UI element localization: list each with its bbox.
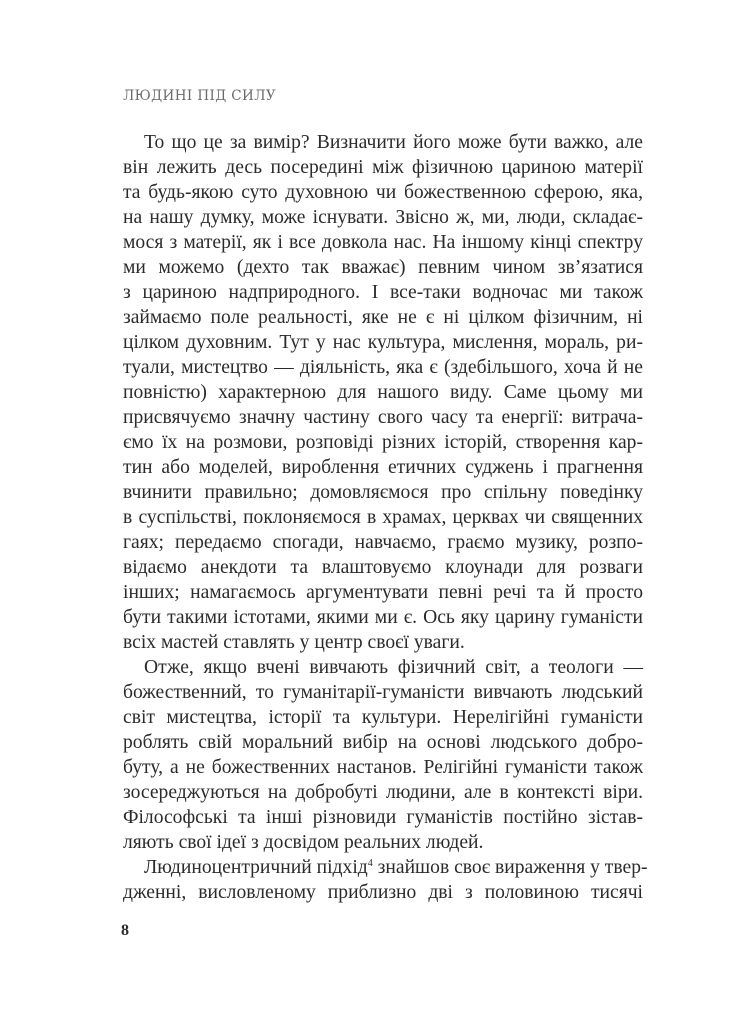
running-head: ЛЮДИНІ ПІД СИЛУ <box>123 88 277 104</box>
footnote-marker[interactable]: 4 <box>367 858 373 869</box>
text-line: То що це за вимір? Визначити його може бути важко, але <box>144 132 643 153</box>
text-line: присвячуємо значну частину свого часу та енергії: витрача- <box>123 407 643 428</box>
text-line: повністю) характерною для нашого виду. Саме цьому ми <box>123 382 643 403</box>
text-line: бути такими істотами, якими ми є. Ось яку царину гуманісти <box>123 607 643 628</box>
text-line: тин або моделей, вироблення етичних суджень і прагнення <box>123 457 643 478</box>
text-line: мося з матерії, як і все довкола нас. На іншому кінці спектру <box>123 232 643 253</box>
text-line: ляють свої ідеї з досвідом реальних людей. <box>123 832 484 853</box>
text-line: світ мистецтва, історії та культури. Нерелігійні гуманісти <box>123 707 643 728</box>
text-line-with-footnote <box>123 855 648 880</box>
text-line: цілком духовним. Тут у нас культура, мислення, мораль, ри- <box>123 332 643 353</box>
text-line: ми можемо (дехто так вважає) певним чином зв’язатися <box>123 257 643 278</box>
text-line: божественний, то гуманітарії-гуманісти вивчають людський <box>123 682 643 703</box>
text-line: Філософські та інші різновиди гуманістів постійно зістав- <box>123 807 643 828</box>
text-line: вчинити правильно; домовляємося про спільну поведінку <box>123 482 643 503</box>
text-line: та будь-якою суто духовною чи божественною сферою, яка, <box>123 182 643 203</box>
line-text-continued: знайшов своє вираження у твер- <box>372 857 648 878</box>
text-line: він лежить десь посередині між фізичною цариною матерії <box>123 157 643 178</box>
text-line: відаємо анекдоти та влаштовуємо клоунади для розваги <box>123 557 643 578</box>
text-line: туали, мистецтво — діяльність, яка є (здебільшого, хоча й не <box>123 357 643 378</box>
text-line: з цариною надприродного. І все-таки водночас ми також <box>123 282 643 303</box>
body-text <box>123 130 648 905</box>
text-line: всіх мастей ставлять у центр своєї уваги. <box>123 632 465 653</box>
text-line: в суспільстві, поклоняємося в храмах, церквах чи священних <box>123 507 643 528</box>
text-line: ємо їх на розмови, розповіді різних історій, створення кар- <box>123 432 643 453</box>
text-line: зосереджуються на добробуті людини, але в контексті віри. <box>123 782 643 803</box>
text-line: буту, а не божественних настанов. Релігійні гуманісти також <box>123 757 643 778</box>
line-text: Людиноцентричний підхід <box>144 857 368 878</box>
page-number: 8 <box>121 922 129 939</box>
text-line: дженні, висловленому приблизно дві з половиною тисячі <box>123 882 643 903</box>
text-line: Отже, якщо вчені вивчають фізичний світ, а теологи — <box>144 657 643 678</box>
text-line: на нашу думку, може існувати. Звісно ж, ми, люди, складає- <box>123 207 643 228</box>
text-line: займаємо поле реальності, яке не є ні цілком фізичним, ні <box>123 307 643 328</box>
text-line: інших; намагаємось аргументувати певні речі та й просто <box>123 582 643 603</box>
text-line: гаях; передаємо спогади, навчаємо, граємо музику, розпо- <box>123 532 643 553</box>
text-line: роблять свій моральний вибір на основі людського добро- <box>123 732 643 753</box>
